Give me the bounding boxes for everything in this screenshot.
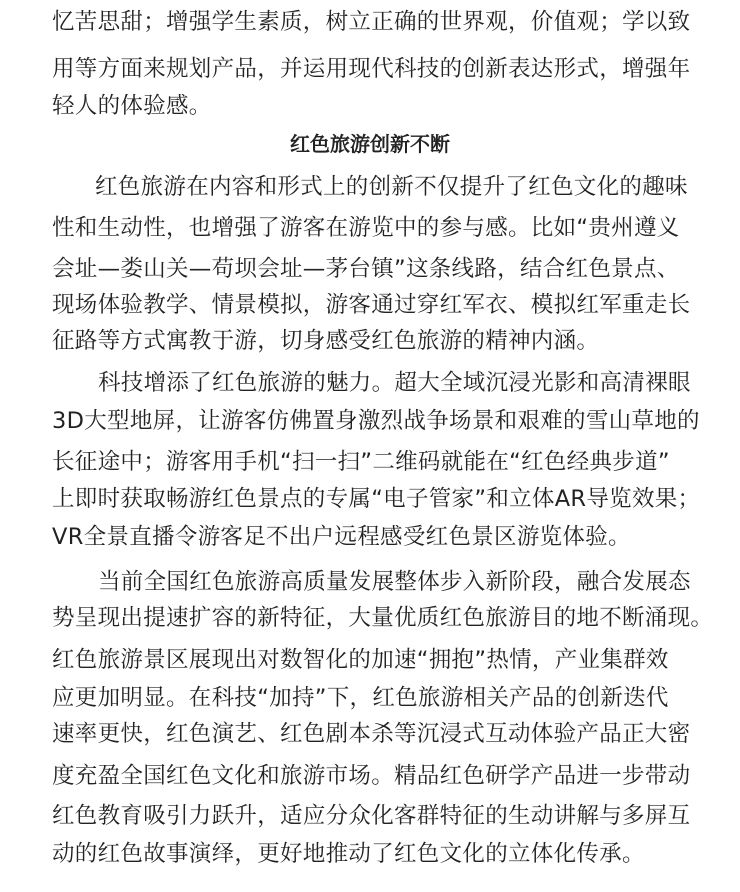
paragraph-line: 速率更快，红色演艺、红色剧本杀等沉浸式互动体验产品正大密 xyxy=(52,721,691,747)
paragraph-line: 度充盈全国红色文化和旅游市场。精品红色研学产品进一步带动 xyxy=(52,763,691,789)
paragraph-line: 当前全国红色旅游高质量发展整体步入新阶段，融合发展态 xyxy=(98,569,691,595)
paragraph-line: 动的红色故事演绎，更好地推动了红色文化的立体化传承。 xyxy=(52,841,645,867)
paragraph-line: 征路等方式寓教于游，切身感受红色旅游的精神内涵。 xyxy=(52,328,600,354)
section-heading: 红色旅游创新不断 xyxy=(290,132,450,156)
paragraph-line: 性和生动性，也增强了游客在游览中的参与感。比如“贵州遵义 xyxy=(52,215,680,241)
paragraph-line: 红色教育吸引力跃升，适应分众化客群特征的生动讲解与多屏互 xyxy=(52,803,691,829)
intro-line: 用等方面来规划产品，并运用现代科技的创新表达形式，增强年 xyxy=(52,56,691,82)
paragraph-line: 上即时获取畅游红色景点的专属“电子管家”和立体AR导览效果； xyxy=(52,486,701,512)
paragraph-line: 现场体验教学、情景模拟，游客通过穿红军衣、模拟红军重走长 xyxy=(52,292,691,318)
intro-line: 轻人的体验感。 xyxy=(52,93,212,119)
intro-line: 忆苦思甜；增强学生素质，树立正确的世界观，价值观；学以致 xyxy=(52,9,691,35)
paragraph-line: VR全景直播令游客足不出户远程感受红色景区游览体验。 xyxy=(52,524,631,550)
paragraph-line: 长征途中；游客用手机“扫一扫”二维码就能在“红色经典步道” xyxy=(52,449,670,475)
paragraph-line: 科技增添了红色旅游的魅力。超大全域沉浸光影和高清裸眼 xyxy=(98,370,691,396)
paragraph-line: 应更加明显。在科技“加持”下，红色旅游相关产品的创新迭代 xyxy=(52,685,669,711)
paragraph-line: 红色旅游在内容和形式上的创新不仅提升了红色文化的趣味 xyxy=(95,174,688,200)
paragraph-line: 会址—娄山关—苟坝会址—茅台镇”这条线路，结合红色景点、 xyxy=(52,256,680,282)
paragraph-line: 红色旅游景区展现出对数智化的加速“拥抱”热情，产业集群效 xyxy=(52,647,669,673)
paragraph-line: 3D大型地屏，让游客仿佛置身激烈战争场景和艰难的雪山草地的 xyxy=(52,408,700,434)
paragraph-line: 势呈现出提速扩容的新特征，大量优质红色旅游目的地不断涌现。 xyxy=(52,605,714,631)
